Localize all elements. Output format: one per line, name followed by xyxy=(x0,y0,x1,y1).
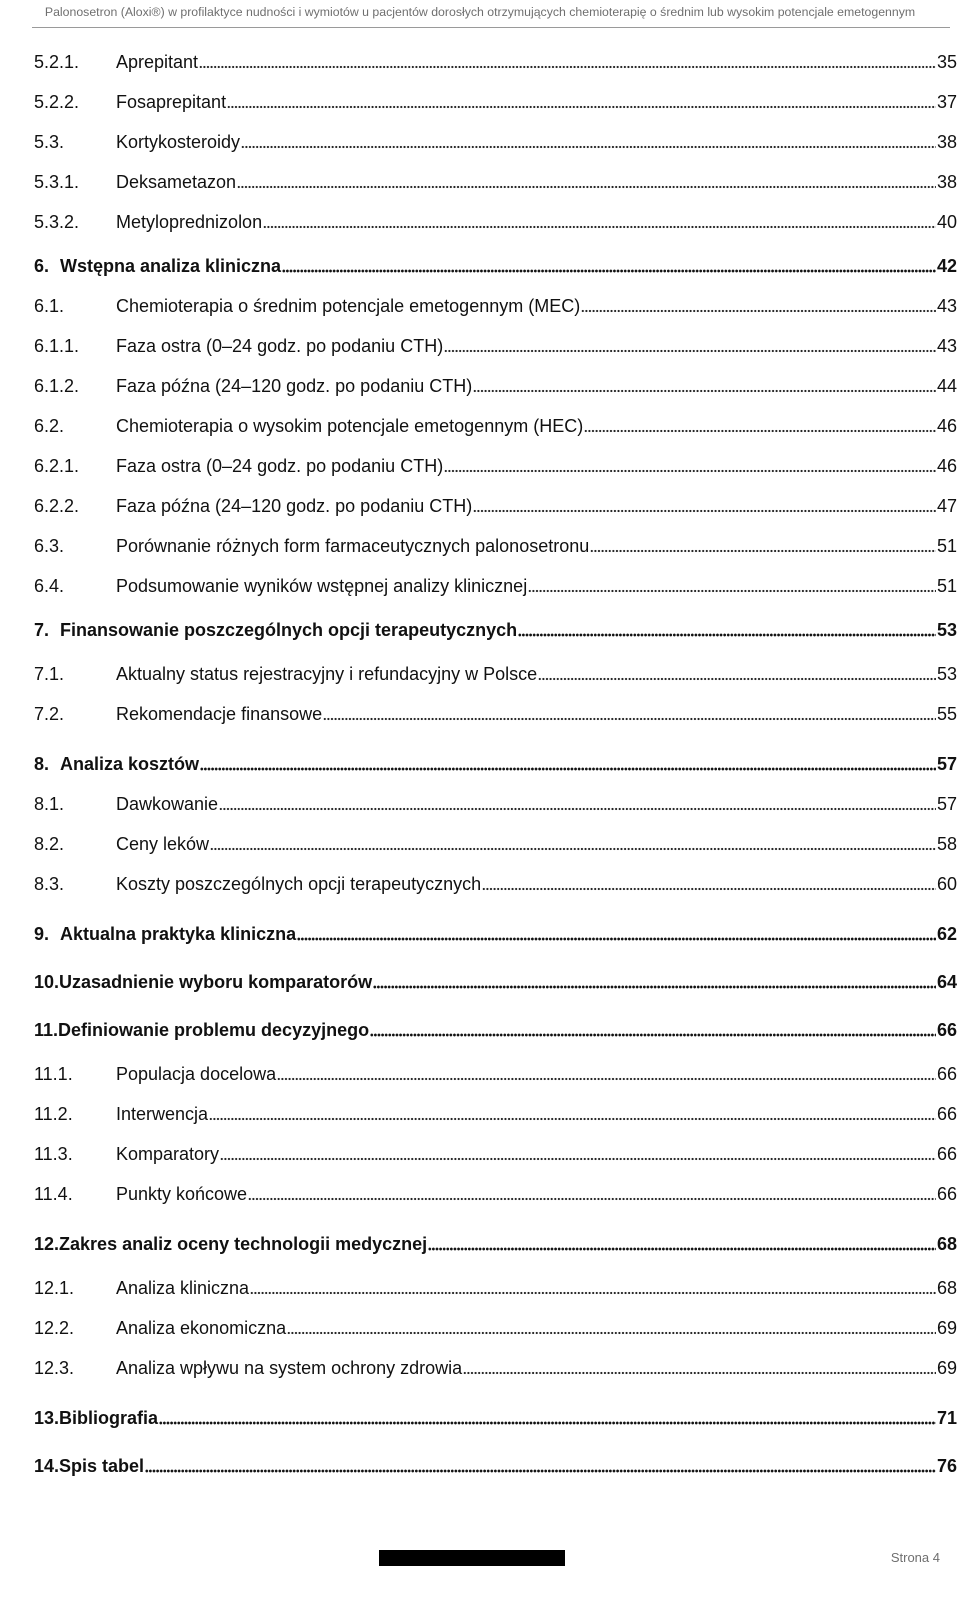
toc-entry[interactable] xyxy=(34,169,957,195)
toc-entry-number: 6.2.1. xyxy=(34,456,80,476)
running-header: Palonosetron (Aloxi®) w profilaktyce nudności i wymiotów u pacjentów dorosłych otrzymujących chemioterapię o średnim lub wysokim potencjale emetogennym xyxy=(44,5,916,19)
toc-entry[interactable] xyxy=(34,413,957,439)
toc-entry-number: 13. xyxy=(34,1408,60,1428)
toc-entry[interactable] xyxy=(34,921,957,947)
toc-entry[interactable] xyxy=(34,617,957,643)
toc-entry[interactable] xyxy=(34,129,957,155)
toc-dot-leader xyxy=(287,1315,936,1341)
toc-dot-leader xyxy=(219,791,936,817)
toc-dot-leader xyxy=(428,1231,936,1257)
toc-entry[interactable] xyxy=(34,293,957,319)
toc-entry-number: 8. xyxy=(34,754,50,774)
toc-entry-page: 66 xyxy=(936,1184,957,1204)
toc-entry-page: 76 xyxy=(936,1456,957,1476)
toc-dot-leader xyxy=(581,293,936,319)
toc-entry-page: 64 xyxy=(936,972,957,992)
toc-entry[interactable] xyxy=(34,791,957,817)
toc-entry-page: 53 xyxy=(936,664,957,684)
toc-dot-leader xyxy=(538,661,936,687)
redaction-bar xyxy=(379,1550,565,1566)
toc-dot-leader xyxy=(263,209,936,235)
toc-dot-leader xyxy=(199,49,936,75)
toc-dot-leader xyxy=(209,1101,936,1127)
toc-entry-title: Komparatory xyxy=(116,1144,220,1164)
toc-entry-title: Aktualna praktyka kliniczna xyxy=(60,924,297,944)
toc-entry-number: 8.3. xyxy=(34,874,65,894)
toc-entry[interactable] xyxy=(34,533,957,559)
toc-entry[interactable] xyxy=(34,701,957,727)
toc-dot-leader xyxy=(241,129,936,155)
toc-dot-leader xyxy=(282,253,936,279)
toc-dot-leader xyxy=(584,413,936,439)
toc-entry-number: 12.2. xyxy=(34,1318,75,1338)
toc-entry-number: 12.1. xyxy=(34,1278,75,1298)
toc-entry-title: Analiza kliniczna xyxy=(116,1278,250,1298)
toc-entry[interactable] xyxy=(34,1231,957,1257)
toc-entry[interactable] xyxy=(34,573,957,599)
toc-entry-page: 58 xyxy=(936,834,957,854)
toc-dot-leader xyxy=(473,373,936,399)
toc-entry-title: Koszty poszczególnych opcji terapeutycznych xyxy=(116,874,482,894)
toc-entry-number: 6.4. xyxy=(34,576,65,596)
toc-entry-title: Finansowanie poszczególnych opcji terapeutycznych xyxy=(60,620,518,640)
toc-entry[interactable] xyxy=(34,1355,957,1381)
toc-entry-number: 11.1. xyxy=(34,1064,73,1084)
toc-entry-title: Interwencja xyxy=(116,1104,209,1124)
toc-entry-title: Faza ostra (0–24 godz. po podaniu CTH) xyxy=(116,336,444,356)
toc-entry-number: 11.3. xyxy=(34,1144,73,1164)
toc-entry-number: 12. xyxy=(34,1234,60,1254)
toc-entry[interactable] xyxy=(34,453,957,479)
toc-dot-leader xyxy=(145,1453,936,1479)
toc-dot-leader xyxy=(444,333,936,359)
toc-entry-title: Faza ostra (0–24 godz. po podaniu CTH) xyxy=(116,456,444,476)
toc-entry-page: 71 xyxy=(936,1408,957,1428)
toc-entry-page: 37 xyxy=(936,92,957,112)
toc-entry-page: 46 xyxy=(936,416,957,436)
toc-entry-title: Kortykosteroidy xyxy=(116,132,241,152)
toc-dot-leader xyxy=(444,453,936,479)
toc-entry-title: Zakres analiz oceny technologii medycznej xyxy=(59,1234,428,1254)
toc-entry-number: 6. xyxy=(34,256,50,276)
toc-entry-title: Uzasadnienie wyboru komparatorów xyxy=(59,972,373,992)
toc-entry[interactable] xyxy=(34,871,957,897)
toc-entry-title: Faza późna (24–120 godz. po podaniu CTH) xyxy=(116,496,473,516)
toc-entry-page: 35 xyxy=(936,52,957,72)
toc-entry-title: Punkty końcowe xyxy=(116,1184,248,1204)
toc-entry-number: 9. xyxy=(34,924,50,944)
toc-entry-title: Definiowanie problemu decyzyjnego xyxy=(58,1020,370,1040)
toc-dot-leader xyxy=(227,89,936,115)
page-number: Strona 4 xyxy=(890,1550,940,1565)
toc-entry-page: 66 xyxy=(936,1104,957,1124)
toc-entry-number: 6.2.2. xyxy=(34,496,80,516)
toc-entry-number: 5.2.1. xyxy=(34,52,80,72)
toc-entry-number: 6.3. xyxy=(34,536,65,556)
toc-entry-page: 57 xyxy=(936,754,957,774)
toc-dot-leader xyxy=(297,921,936,947)
toc-entry-number: 5.2.2. xyxy=(34,92,80,112)
toc-dot-leader xyxy=(200,751,936,777)
toc-entry[interactable] xyxy=(34,333,957,359)
toc-entry-title: Analiza kosztów xyxy=(60,754,200,774)
toc-dot-leader xyxy=(463,1355,936,1381)
toc-dot-leader xyxy=(370,1017,936,1043)
toc-entry[interactable] xyxy=(34,493,957,519)
toc-entry[interactable] xyxy=(34,751,957,777)
toc-entry[interactable] xyxy=(34,253,957,279)
toc-entry-number: 11.4. xyxy=(34,1184,73,1204)
toc-entry-page: 57 xyxy=(936,794,957,814)
toc-entry[interactable] xyxy=(34,1275,957,1301)
toc-entry-page: 69 xyxy=(936,1318,957,1338)
toc-entry-page: 55 xyxy=(936,704,957,724)
toc-entry[interactable] xyxy=(34,831,957,857)
toc-entry-number: 6.2. xyxy=(34,416,65,436)
toc-entry-page: 42 xyxy=(936,256,957,276)
toc-entry-title: Wstępna analiza kliniczna xyxy=(60,256,282,276)
toc-entry-title: Aktualny status rejestracyjny i refundacyjny w Polsce xyxy=(116,664,538,684)
toc-entry-title: Analiza ekonomiczna xyxy=(116,1318,287,1338)
toc-entry-title: Chemioterapia o średnim potencjale emetogennym (MEC) xyxy=(116,296,581,316)
toc-entry-title: Porównanie różnych form farmaceutycznych palonosetronu xyxy=(116,536,590,556)
toc-entry-title: Ceny leków xyxy=(116,834,210,854)
toc-dot-leader xyxy=(277,1061,936,1087)
toc-entry-title: Podsumowanie wyników wstępnej analizy klinicznej xyxy=(116,576,528,596)
toc-entry-page: 43 xyxy=(936,296,957,316)
toc-entry[interactable] xyxy=(34,1453,957,1479)
toc-dot-leader xyxy=(373,969,936,995)
toc-dot-leader xyxy=(210,831,936,857)
toc-entry-page: 62 xyxy=(936,924,957,944)
toc-entry-title: Rekomendacje finansowe xyxy=(116,704,323,724)
toc-dot-leader xyxy=(248,1181,936,1207)
toc-entry[interactable] xyxy=(34,1017,957,1043)
toc-entry[interactable] xyxy=(34,1061,957,1087)
toc-entry-number: 12.3. xyxy=(34,1358,75,1378)
toc-entry[interactable] xyxy=(34,89,957,115)
toc-entry-page: 66 xyxy=(936,1144,957,1164)
toc-entry-number: 10. xyxy=(34,972,60,992)
toc-entry-number: 5.3. xyxy=(34,132,65,152)
toc-dot-leader xyxy=(518,617,936,643)
toc-entry[interactable] xyxy=(34,969,957,995)
toc-entry-title: Aprepitant xyxy=(116,52,199,72)
toc-entry-title: Deksametazon xyxy=(116,172,237,192)
toc-entry-page: 44 xyxy=(936,376,957,396)
toc-dot-leader xyxy=(323,701,936,727)
toc-entry-page: 47 xyxy=(936,496,957,516)
toc-entry-page: 53 xyxy=(936,620,957,640)
toc-entry-page: 66 xyxy=(936,1020,957,1040)
toc-entry-page: 38 xyxy=(936,132,957,152)
toc-entry-title: Faza późna (24–120 godz. po podaniu CTH) xyxy=(116,376,473,396)
toc-entry[interactable] xyxy=(34,209,957,235)
toc-entry-title: Spis tabel xyxy=(59,1456,145,1476)
toc-entry-title: Metyloprednizolon xyxy=(116,212,263,232)
toc-entry-number: 7.1. xyxy=(34,664,65,684)
toc-entry-page: 38 xyxy=(936,172,957,192)
toc-entry-title: Populacja docelowa xyxy=(116,1064,277,1084)
toc-dot-leader xyxy=(482,871,936,897)
toc-dot-leader xyxy=(220,1141,936,1167)
toc-dot-leader xyxy=(473,493,936,519)
toc-entry-number: 5.3.1. xyxy=(34,172,80,192)
toc-entry-page: 69 xyxy=(936,1358,957,1378)
toc-entry-number: 11. xyxy=(34,1020,59,1040)
toc-entry-page: 43 xyxy=(936,336,957,356)
toc-entry-number: 5.3.2. xyxy=(34,212,80,232)
toc-entry-number: 6.1.2. xyxy=(34,376,80,396)
toc-entry-page: 46 xyxy=(936,456,957,476)
toc-entry-page: 40 xyxy=(936,212,957,232)
toc-entry[interactable] xyxy=(34,1181,957,1207)
toc-entry[interactable] xyxy=(34,1101,957,1127)
toc-entry-title: Dawkowanie xyxy=(116,794,219,814)
toc-dot-leader xyxy=(159,1405,936,1431)
toc-dot-leader xyxy=(590,533,936,559)
toc-dot-leader xyxy=(528,573,936,599)
toc-entry[interactable] xyxy=(34,49,957,75)
toc-entry-number: 7. xyxy=(34,620,50,640)
toc-entry[interactable] xyxy=(34,1315,957,1341)
toc-entry-number: 14. xyxy=(34,1456,60,1476)
toc-entry[interactable] xyxy=(34,1141,957,1167)
toc-entry-number: 8.1. xyxy=(34,794,65,814)
toc-entry-number: 8.2. xyxy=(34,834,65,854)
toc-entry-number: 6.1. xyxy=(34,296,65,316)
toc-entry-page: 60 xyxy=(936,874,957,894)
toc-dot-leader xyxy=(237,169,936,195)
toc-entry-title: Bibliografia xyxy=(59,1408,159,1428)
toc-entry[interactable] xyxy=(34,661,957,687)
toc-entry-page: 51 xyxy=(936,576,957,596)
toc-entry-number: 11.2. xyxy=(34,1104,73,1124)
toc-entry-title: Analiza wpływu na system ochrony zdrowia xyxy=(116,1358,463,1378)
toc-dot-leader xyxy=(250,1275,936,1301)
toc-entry[interactable] xyxy=(34,1405,957,1431)
toc-entry-number: 6.1.1. xyxy=(34,336,80,356)
toc-entry-page: 68 xyxy=(936,1234,957,1254)
toc-entry[interactable] xyxy=(34,373,957,399)
toc-entry-page: 68 xyxy=(936,1278,957,1298)
toc-entry-title: Fosaprepitant xyxy=(116,92,227,112)
toc-entry-number: 7.2. xyxy=(34,704,65,724)
toc-entry-page: 66 xyxy=(936,1064,957,1084)
toc-entry-page: 51 xyxy=(936,536,957,556)
toc-entry-title: Chemioterapia o wysokim potencjale emetogennym (HEC) xyxy=(116,416,584,436)
